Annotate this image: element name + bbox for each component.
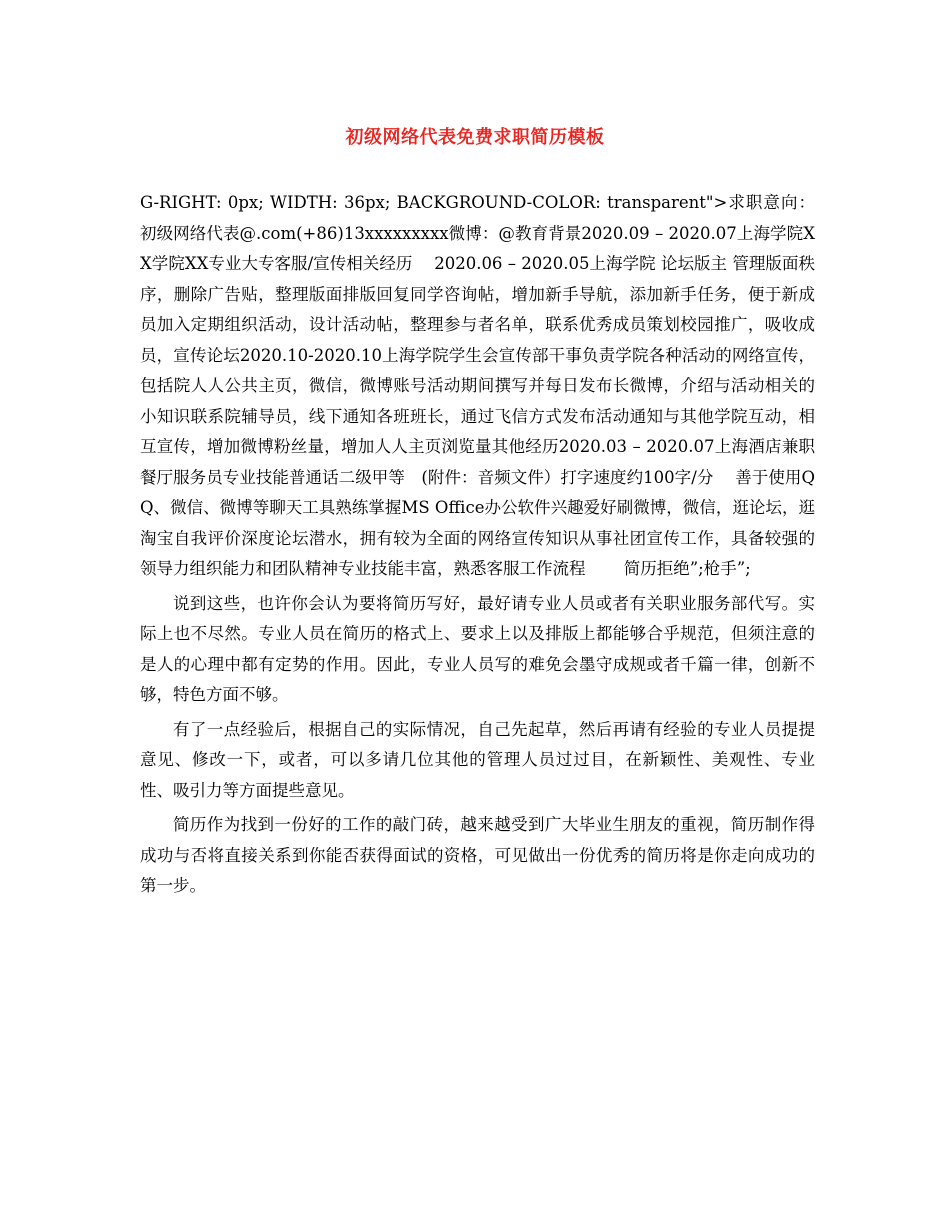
paragraph-resume-content: G-RIGHT: 0px; WIDTH: 36px; BACKGROUND-COLOR: transparent">求职意向：初级网络代表@.com(+86)13xxxxxxxxx微博：@教育背景2020.09 – 2020.07上海学院XX学院XX专业大专客服/宣传相关经历 2020.06 – 2020.05上海学院 论坛版主 管理版面秩序，删除广告贴，整理版面排版回复同学咨询帖，增加新手导航，添加新手任务，便于新成员加入定期组织活动，设计活动帖，整理参与者名单，联系优秀成员策划校园推广，吸收成员，宣传论坛2020.10-2020.10上海学院学生会宣传部干事负责学院各种活动的网络宣传，包括院人人公共主页，微信，微博账号活动期间撰写并每日发布长微博，介绍与活动相关的小知识联系院辅导员，线下通知各班班长，通过飞信方式发布活动通知与其他学院互动，相互宣传，增加微博粉丝量，增加人人主页浏览量其他经历2020.03 – 2020.07上海酒店兼职餐厅服务员专业技能普通话二级甲等 (附件：音频文件）打字速度约100字/分 善于使用QQ、微信、微博等聊天工具熟练掌握MS Office办公软件兴趣爱好刷微博，微信，逛论坛，逛淘宝自我评价深度论坛潜水，拥有较为全面的网络宣传知识从事社团宣传工作，具备较强的领导力组织能力和团队精神专业技能丰富，熟悉客服工作流程 简历拒绝”;枪手”; bbox=[140, 193, 815, 578]
document-body bbox=[140, 188, 815, 906]
paragraph-self-drafting: 有了一点经验后，根据自己的实际情况，自己先起草，然后再请有经验的专业人员提提意见、修改一下，或者，可以多请几位其他的管理人员过过目，在新颖性、美观性、专业性、吸引力等方面提些意见。 bbox=[140, 719, 815, 800]
paragraph-professional-writing: 说到这些，也许你会认为要将简历写好，最好请专业人员或者有关职业服务部代写。实际上也不尽然。专业人员在简历的格式上、要求上以及排版上都能够合乎规范，但须注意的是人的心理中都有定势的作用。因此，专业人员写的难免会墨守成规或者千篇一律，创新不够，特色方面不够。 bbox=[140, 593, 815, 704]
document-title: 初级网络代表免费求职简历模板 bbox=[345, 127, 605, 148]
paragraph-resume-importance: 简历作为找到一份好的工作的敲门砖，越来越受到广大毕业生朋友的重视，简历制作得成功与否将直接关系到你能否获得面试的资格，可见做出一份优秀的简历将是你走向成功的第一步。 bbox=[140, 815, 815, 895]
